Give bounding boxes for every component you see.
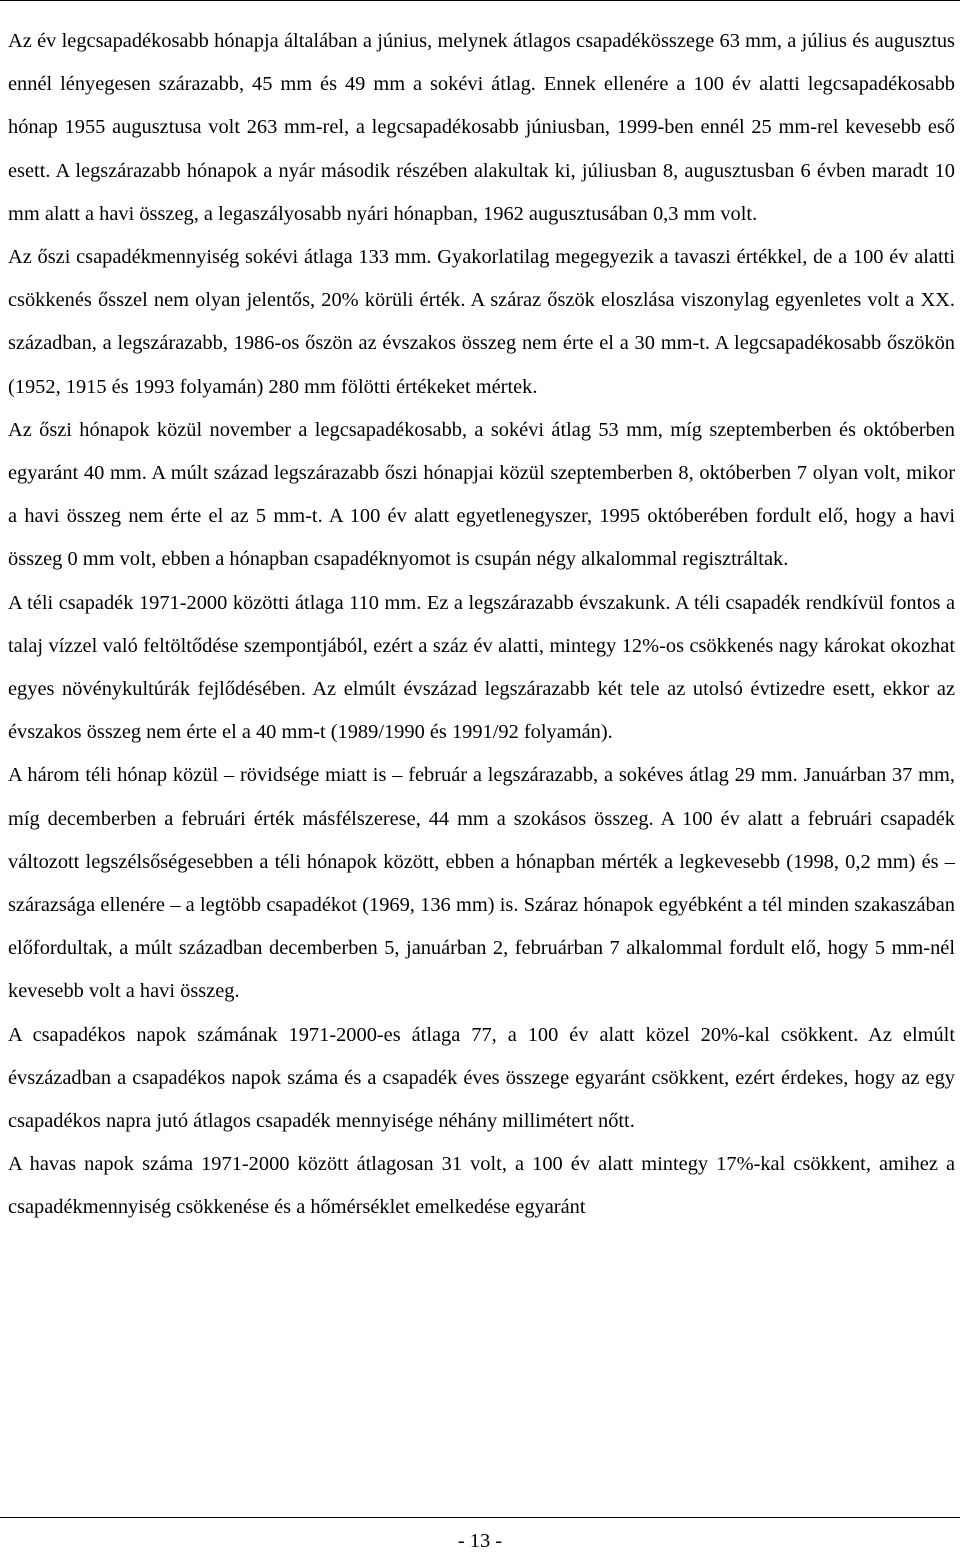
page-number: - 13 - — [457, 1530, 503, 1552]
paragraph-winter-precipitation: A téli csapadék 1971-2000 közötti átlaga 110 mm. Ez a legszárazabb évszakunk. A téli csapadék rendkívül fontos a talaj vízzel való feltöltődése szempontjából, ezért a száz év alatti, mintegy 12%-os csökkenés nagy károkat okozhat egyes növénykultúrák fejlődésében. Az elmúlt évszázad legszárazabb két tele az utolsó évtizedre esett, ekkor az évszakos összeg nem érte el a 40 mm-t (1989/1990 és 1991/92 folyamán). — [8, 591, 955, 744]
paragraph-snow-days: A havas napok száma 1971-2000 között átlagosan 31 volt, a 100 év alatt mintegy 17%-kal csökkent, amihez a csapadékmennyiség csökkenése és a hőmérséklet emelkedése egyaránt — [8, 1153, 955, 1219]
paragraph-winter-months: A három téli hónap közül – rövidsége miatt is – február a legszárazabb, a sokéves átlag 29 mm. Januárban 37 mm, míg decemberben a februári érték másfélszerese, 44 mm a szokásos összeg. A 100 év alatt a februári csapadék változott legszélsőségesebben a téli hónapok között, ebben a hónapban mérték a legkevesebb (1998, 0,2 mm) és – szárazsága ellenére – a legtöbb csapadékot (1969, 136 mm) is. Száraz hónapok egyébként a tél minden szakaszában előfordultak, a múlt században decemberben 5, januárban 2, februárban 7 alkalommal fordult elő, hogy 5 mm-nél kevesebb volt a havi összeg. — [8, 764, 955, 1003]
page-top-rule — [0, 0, 960, 1]
paragraph-autumn-precipitation: Az őszi csapadékmennyiség sokévi átlaga 133 mm. Gyakorlatilag megegyezik a tavaszi értékkel, de a 100 év alatti csökkenés ősszel nem olyan jelentős, 20% körüli érték. A száraz őszök eloszlása viszonylag egyenletes volt a XX. században, a legszárazabb, 1986-os őszön az évszakos összeg nem érte el a 30 mm-t. A legcsapadékosabb őszökön (1952, 1915 és 1993 folyamán) 280 mm fölötti értékeket mértek. — [8, 246, 955, 398]
paragraph-precipitation-days: A csapadékos napok számának 1971-2000-es átlaga 77, a 100 év alatt közel 20%-kal csökkent. Az elmúlt évszázadban a csapadékos napok száma és a csapadék éves összege egyaránt csökkent, ezért érdekes, hogy az egy csapadékos napra jutó átlagos csapadék mennyisége néhány millimétert nőtt. — [8, 1023, 955, 1133]
footer-rule — [0, 1517, 960, 1518]
paragraph-autumn-months: Az őszi hónapok közül november a legcsapadékosabb, a sokévi átlag 53 mm, míg szeptemberben és októberben egyaránt 40 mm. A múlt század legszárazabb őszi hónapjai közül szeptemberben 8, októberben 7 olyan volt, mikor a havi összeg nem érte el az 5 mm-t. A 100 év alatt egyetlenegyszer, 1995 októberében fordult elő, hogy a havi összeg 0 mm volt, ebben a hónapban csapadéknyomot is csupán négy alkalommal regisztráltak. — [8, 418, 955, 571]
document-body — [8, 20, 955, 1230]
paragraph-summer-precipitation: Az év legcsapadékosabb hónapja általában a június, melynek átlagos csapadékösszege 63 mm, a július és augusztus ennél lényegesen szárazabb, 45 mm és 49 mm a sokévi átlag. Ennek ellenére a 100 év alatti legcsapadékosabb hónap 1955 augusztusa volt 263 mm-rel, a legcsapadékosabb júniusban, 1999-ben ennél 25 mm-rel kevesebb eső esett. A legszárazabb hónapok a nyár második részében alakultak ki, júliusban 8, augusztusban 6 évben maradt 10 mm alatt a havi összeg, a legaszályosabb nyári hónapban, 1962 augusztusában 0,3 mm volt. — [8, 30, 955, 225]
